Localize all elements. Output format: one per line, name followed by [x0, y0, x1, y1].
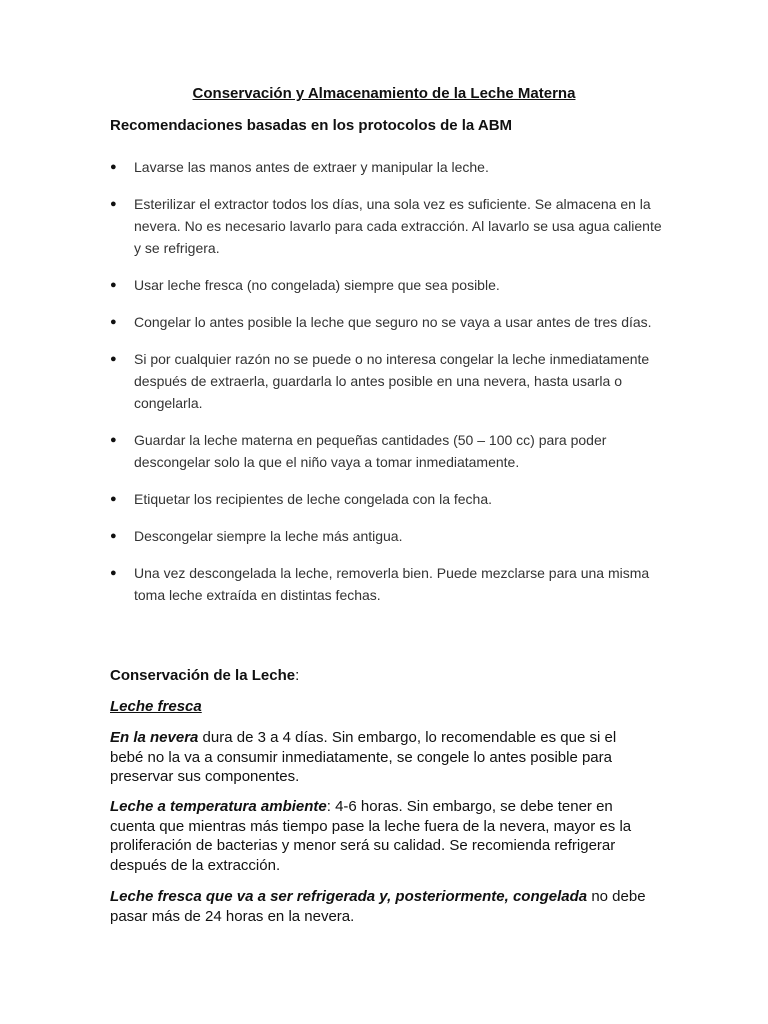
bullet-icon: ● — [110, 353, 117, 365]
list-item-text: Etiquetar los recipientes de leche congelada con la fecha. — [134, 491, 493, 507]
paragraph-lead: Leche fresca que va a ser refrigerada y, posteriormente, congelada — [110, 888, 588, 905]
bullet-icon: ● — [110, 316, 117, 328]
list-item — [110, 525, 670, 547]
list-item-text: Usar leche fresca (no congelada) siempre que sea posible. — [134, 277, 500, 293]
conservation-heading — [110, 666, 650, 686]
paragraph-text: : 4-6 horas. Sin embargo, se debe tener en cuenta que mientras más tiempo pase la leche fuera de la nevera, mayor es la proliferación de bacterias y menor será su calidad. Se recomienda refrigerar después de la extracción. — [110, 798, 632, 874]
list-item-text: Descongelar siempre la leche más antigua. — [134, 528, 403, 544]
paragraph-refrigerated-frozen — [110, 887, 650, 926]
bullet-icon: ● — [110, 279, 117, 291]
list-item-text: Una vez descongelada la leche, removerla bien. Puede mezclarse para una misma toma leche extraída en distintas fechas. — [134, 565, 650, 603]
list-item — [110, 562, 670, 606]
paragraph-lead: Leche a temperatura ambiente — [110, 798, 327, 815]
bullet-icon: ● — [110, 434, 117, 446]
bullet-icon: ● — [110, 161, 117, 173]
document-subtitle: Recomendaciones basadas en los protocolos de la ABM — [110, 117, 513, 134]
list-item-text: Esterilizar el extractor todos los días, una sola vez es suficiente. Se almacena en la nevera. No es necesario lavarlo para cada extracción. Al lavarlo se usa agua caliente y se refrigera. — [134, 196, 662, 256]
fresh-milk-subheading: Leche fresca — [110, 698, 202, 715]
paragraph-room-temperature — [110, 797, 650, 875]
paragraph-fridge — [110, 728, 650, 787]
paragraph-lead: En la nevera — [110, 729, 199, 746]
bullet-icon: ● — [110, 567, 117, 579]
list-item-text: Congelar lo antes posible la leche que seguro no se vaya a usar antes de tres días. — [134, 314, 652, 330]
list-item — [110, 193, 670, 259]
paragraph-text: no debe pasar más de 24 horas en la nevera. — [110, 888, 646, 925]
list-item — [110, 311, 670, 333]
paragraph-text: dura de 3 a 4 días. Sin embargo, lo recomendable es que si el bebé no la va a consumir inmediatamente, se congele lo antes posible para preservar sus componentes. — [110, 729, 617, 785]
list-item — [110, 488, 670, 510]
conservation-heading-text: Conservación de la Leche — [110, 667, 296, 684]
bullet-icon: ● — [110, 198, 117, 210]
document-title: Conservación y Almacenamiento de la Leche Materna — [192, 85, 576, 102]
conservation-heading-colon: : — [295, 667, 300, 684]
bullet-icon: ● — [110, 530, 117, 542]
list-item — [110, 156, 670, 178]
list-item-text: Si por cualquier razón no se puede o no interesa congelar la leche inmediatamente después de extraerla, guardarla lo antes posible en una nevera, hasta usarla o congelarla. — [134, 351, 650, 411]
list-item — [110, 348, 670, 414]
list-item — [110, 274, 670, 296]
bullet-icon: ● — [110, 493, 117, 505]
list-item-text: Lavarse las manos antes de extraer y manipular la leche. — [134, 159, 489, 175]
recommendations-list — [110, 156, 670, 621]
list-item-text: Guardar la leche materna en pequeñas cantidades (50 – 100 cc) para poder descongelar solo la que el niño vaya a tomar inmediatamente. — [134, 432, 607, 470]
list-item — [110, 429, 670, 473]
